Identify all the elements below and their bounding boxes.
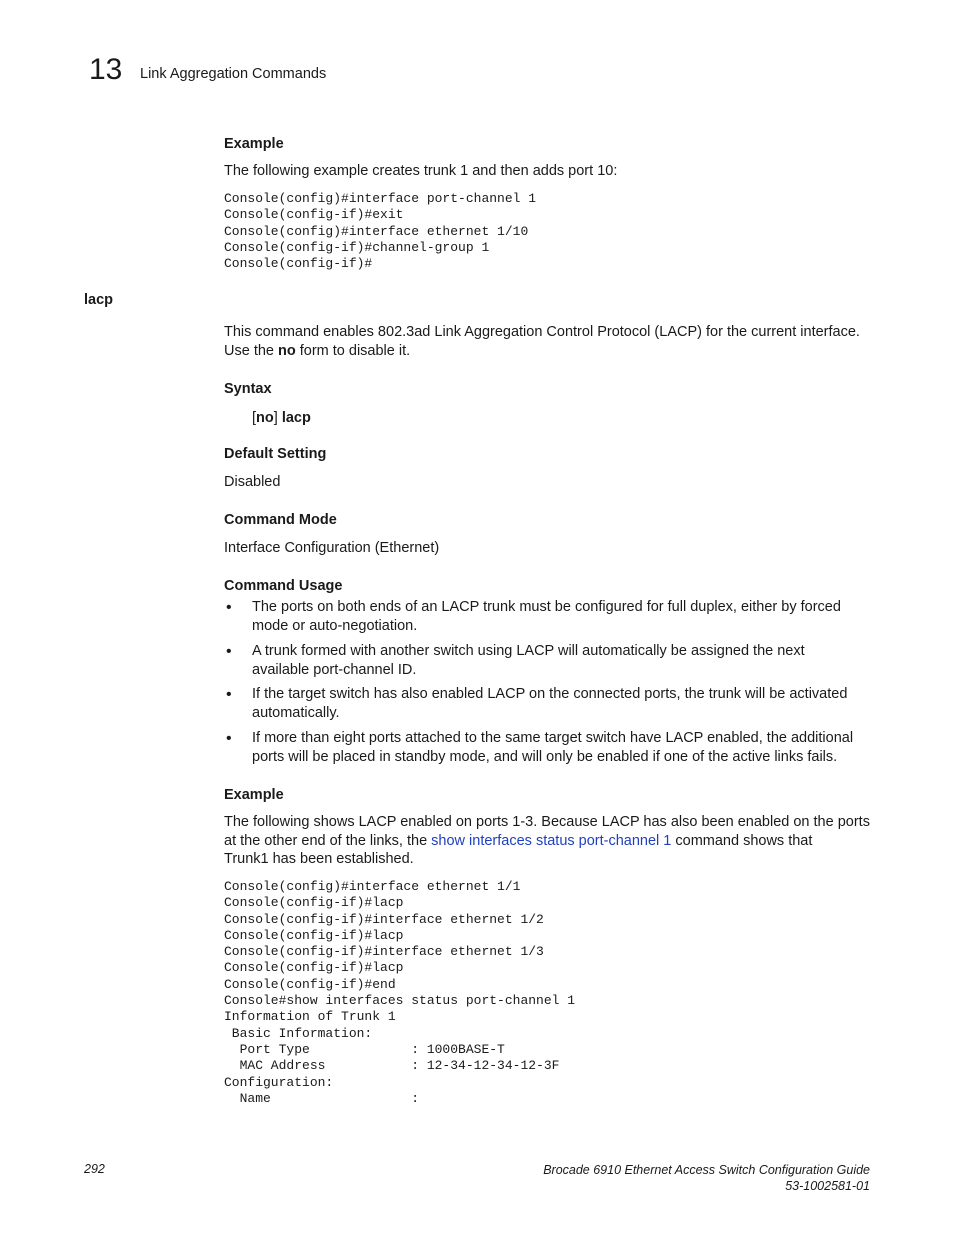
command-usage-heading: Command Usage: [224, 578, 343, 594]
bullet-text: A trunk formed with another switch using LACP will automatically be assigned the next: [252, 643, 805, 659]
example-text: at the other end of the links, the: [224, 833, 432, 849]
bullet-icon: •: [226, 686, 232, 703]
bullet-text: If the target switch has also enabled LACP on the connected ports, the trunk will be activated: [252, 686, 848, 702]
bullet-text: If more than eight ports attached to the same target switch have LACP enabled, the additional: [252, 730, 854, 746]
command-description-line2: [224, 342, 410, 361]
bullet-text: mode or auto-negotiation.: [252, 618, 418, 634]
syntax-line: [252, 409, 311, 428]
example-heading: Example: [224, 136, 284, 152]
page-number: 292: [84, 1162, 105, 1176]
command-mode-value: Interface Configuration (Ethernet): [224, 540, 440, 556]
footer-doc-title: Brocade 6910 Ethernet Access Switch Configuration Guide: [543, 1163, 870, 1177]
desc-no-keyword: no: [278, 343, 296, 359]
bullet-icon: •: [226, 643, 232, 660]
example-text: command shows that: [671, 833, 813, 849]
chapter-number: 13: [89, 53, 123, 86]
footer-doc-number: 53-1002581-01: [785, 1179, 870, 1193]
chapter-title: Link Aggregation Commands: [140, 66, 327, 82]
cross-reference-link[interactable]: show interfaces status port-channel 1: [431, 833, 672, 849]
bullet-text: available port-channel ID.: [252, 662, 417, 678]
bullet-icon: •: [226, 730, 232, 747]
code-block: Console(config)#interface port-channel 1 Console(config-if)#exit Console(config)#interface ethernet 1/10 Console(config-if)#channel-group 1 Console(config-if)#: [224, 191, 537, 272]
default-setting-heading: Default Setting: [224, 446, 327, 462]
syntax-no: no: [256, 410, 274, 426]
desc-text-end: form to disable it.: [295, 343, 411, 359]
bullet-icon: •: [226, 599, 232, 616]
syntax-heading: Syntax: [224, 381, 272, 397]
default-setting-value: Disabled: [224, 474, 281, 490]
syntax-bracket-open: [: [252, 410, 257, 426]
syntax-bracket-close: ]: [273, 410, 282, 426]
bullet-text: automatically.: [252, 705, 340, 721]
code-block: Console(config)#interface ethernet 1/1 Console(config-if)#lacp Console(config-if)#interface ethernet 1/2 Console(config-if)#lacp Console(config-if)#interface ethernet 1/3 Console(config-if)#lacp Console(config-if)#end Console#show interfaces status port-channel 1 Information of Trunk 1 Basic Information: Port Type : 1000BASE-T MAC Address : 12-34-12-34-12-3F Configuration: Name :: [224, 879, 576, 1106]
example-heading: Example: [224, 787, 284, 803]
example-text-line3: Trunk1 has been established.: [224, 851, 414, 867]
command-name-heading: lacp: [84, 292, 114, 308]
example-text-line1: The following shows LACP enabled on ports 1-3. Because LACP has also been enabled on the ports: [224, 814, 870, 830]
footer-doc-info: [543, 1162, 870, 1194]
bullet-text: The ports on both ends of an LACP trunk must be configured for full duplex, either by forced: [252, 599, 841, 615]
example-intro: The following example creates trunk 1 and then adds port 10:: [224, 163, 618, 179]
command-mode-heading: Command Mode: [224, 512, 337, 528]
command-description-line1: This command enables 802.3ad Link Aggregation Control Protocol (LACP) for the current interface.: [224, 324, 860, 340]
desc-text: Use the: [224, 343, 278, 359]
syntax-command: lacp: [281, 410, 311, 426]
example-text-line2: [224, 832, 812, 851]
bullet-text: ports will be placed in standby mode, and will only be enabled if one of the active links fails.: [252, 749, 838, 765]
